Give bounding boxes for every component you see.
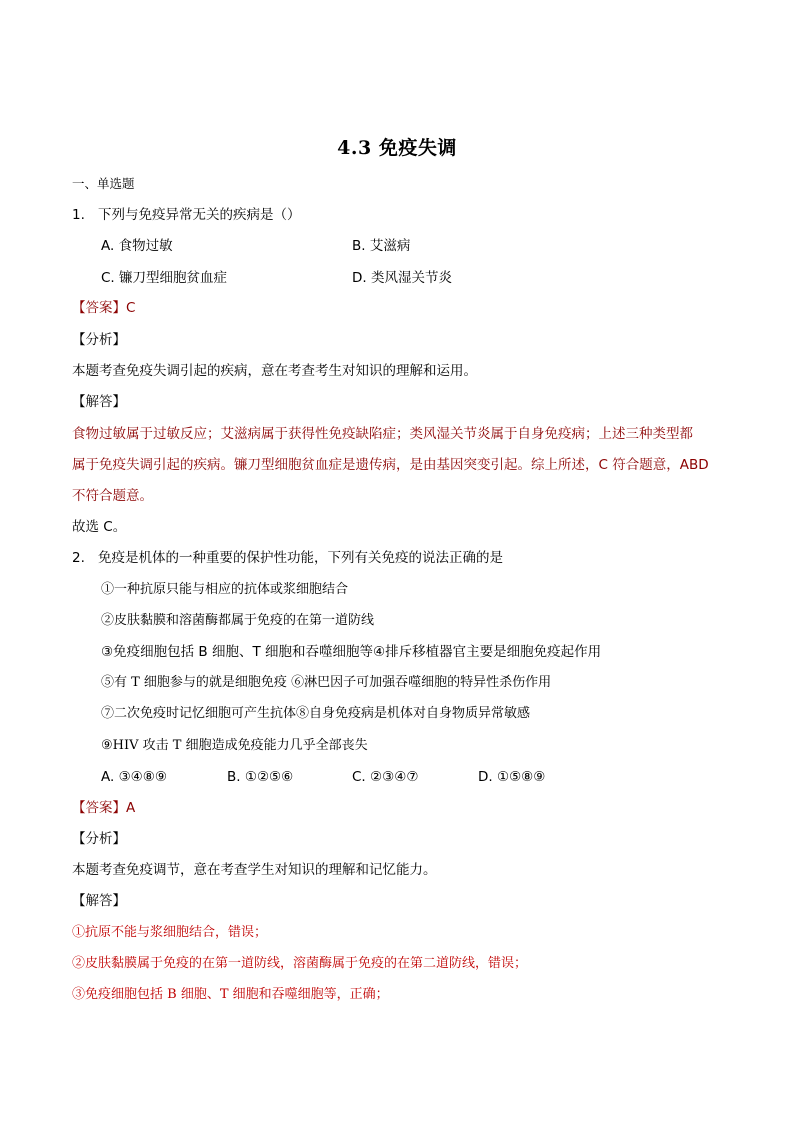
q2-solution-label: 【解答】 (72, 893, 126, 909)
q2-statement-3: ③免疫细胞包括 B 细胞、T 细胞和吞噬细胞等④排斥移植器官主要是细胞免疫起作用 (101, 644, 602, 660)
q2-statement-1: ①一种抗原只能与相应的抗体或浆细胞结合 (101, 582, 349, 597)
q1-conclusion: 故选 C。 (72, 519, 127, 535)
q2-solution-line-2: ②皮肤黏膜属于免疫的在第一道防线，溶菌酶属于免疫的在第二道防线，错误； (72, 956, 528, 971)
q2-solution-line-3: ③免疫细胞包括 B 细胞、T 细胞和吞噬细胞等，正确； (72, 987, 389, 1002)
q1-analysis: 本题考查免疫失调引起的疾病，意在考查考生对知识的理解和运用。 (72, 363, 477, 379)
q2-option-c: C. ②③④⑦ (352, 769, 419, 785)
q2-solution-line-1: ①抗原不能与浆细胞结合，错误； (72, 925, 268, 940)
q2-statement-4: ⑤有 T 细胞参与的就是细胞免疫 ⑥淋巴因子可加强吞噬细胞的特异性杀伤作用 (101, 675, 552, 690)
section-heading: 一、单选题 (72, 176, 135, 191)
q1-solution-line-1: 食物过敏属于过敏反应；艾滋病属于获得性免疫缺陷症；类风湿关节炎属于自身免疫病；上述三种类型都 (72, 426, 693, 442)
q1-number: 1. (72, 207, 85, 223)
q2-analysis: 本题考查免疫调节，意在考查学生对知识的理解和记忆能力。 (72, 862, 437, 878)
q2-stem-line (72, 548, 503, 568)
q1-analysis-label: 【分析】 (72, 332, 126, 348)
q2-option-d: D. ①⑤⑧⑨ (478, 769, 546, 785)
q2-stem: 免疫是机体的一种重要的保护性功能，下列有关免疫的说法正确的是 (98, 550, 503, 566)
q2-analysis-label: 【分析】 (72, 831, 126, 847)
q1-option-b: B. 艾滋病 (352, 238, 411, 254)
q1-stem-line (72, 205, 301, 225)
q2-option-a: A. ③④⑧⑨ (101, 769, 167, 785)
q1-answer: 【答案】C (72, 300, 136, 316)
q1-solution-label: 【解答】 (72, 394, 126, 410)
q2-number: 2. (72, 550, 85, 566)
q1-solution-line-3: 不符合题意。 (72, 488, 153, 504)
q1-option-c: C. 镰刀型细胞贫血症 (101, 270, 228, 286)
q1-option-d: D. 类风湿关节炎 (352, 270, 452, 286)
q2-option-b: B. ①②⑤⑥ (227, 769, 294, 785)
q2-statement-2: ②皮肤黏膜和溶菌酶都属于免疫的在第一道防线 (101, 613, 375, 628)
q1-solution-line-2: 属于免疫失调引起的疾病。镰刀型细胞贫血症是遗传病，是由基因突变引起。综上所述，C 符合题意，ABD (72, 457, 709, 473)
q1-stem: 下列与免疫异常无关的疾病是（） (98, 207, 301, 223)
q2-statement-6: ⑨HIV 攻击 T 细胞造成免疫能力几乎全部丧失 (101, 738, 368, 753)
q2-statement-5: ⑦二次免疫时记忆细胞可产生抗体⑧自身免疫病是机体对自身物质异常敏感 (101, 706, 531, 721)
page-title: 4.3 免疫失调 (337, 137, 457, 159)
q1-option-a: A. 食物过敏 (101, 238, 173, 254)
q2-answer: 【答案】A (72, 800, 136, 816)
